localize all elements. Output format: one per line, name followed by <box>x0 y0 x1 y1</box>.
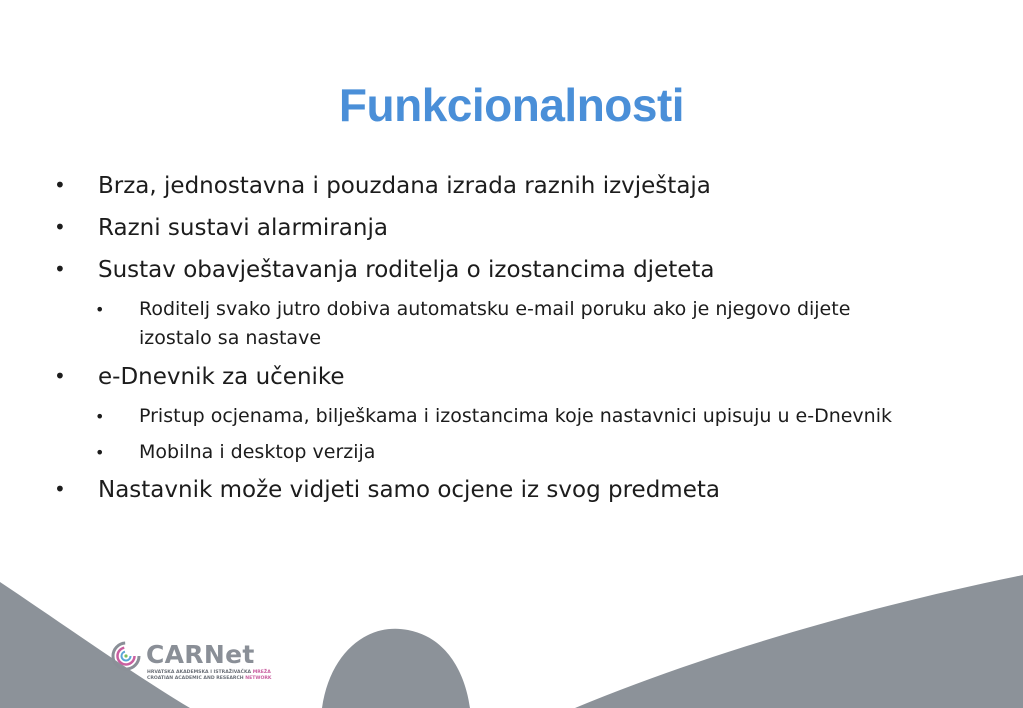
carnet-swirl-icon <box>110 640 142 672</box>
logo-subtitle-text: CROATIAN ACADEMIC AND RESEARCH <box>147 676 244 681</box>
sub-bullet-item <box>95 402 892 431</box>
bullet-dot: • <box>54 257 66 281</box>
logo-subtitle <box>147 670 297 682</box>
bullet-text: e-Dnevnik za učenike <box>98 364 345 390</box>
bullet-dot: • <box>95 407 105 426</box>
bullet-dot: • <box>54 215 66 239</box>
bottom-center-arc <box>322 629 470 708</box>
bullet-text: Pristup ocjenama, bilješkama i izostancima koje nastavnici upisuju u e-Dnevnik <box>139 405 892 427</box>
bullet-text: Roditelj svako jutro dobiva automatsku e-mail poruku ako je njegovo dijete <box>139 298 851 320</box>
logo-subtitle-accent: MREŽA <box>252 670 271 675</box>
bullet-item <box>54 215 388 241</box>
sub-bullet-continuation <box>139 324 321 353</box>
bullet-item <box>54 257 715 283</box>
bullet-dot: • <box>95 300 105 319</box>
slide-title: Funkcionalnosti <box>338 79 685 131</box>
bullet-text: Brza, jednostavna i pouzdana izrada raznih izvještaja <box>98 173 711 199</box>
bullet-text: Nastavnik može vidjeti samo ocjene iz svog predmeta <box>98 477 720 503</box>
bullet-item <box>54 364 345 390</box>
sub-bullet-item <box>95 438 376 467</box>
carnet-logo <box>110 636 270 686</box>
bullet-text: Razni sustavi alarmiranja <box>98 215 388 241</box>
bullet-item <box>54 173 711 199</box>
bullet-text: Sustav obavještavanja roditelja o izostancima djeteta <box>98 257 715 283</box>
logo-wordmark: CARNet <box>146 640 255 669</box>
sub-bullet-item <box>95 295 851 324</box>
bottom-right-wave <box>575 575 1023 708</box>
bullet-dot: • <box>54 173 66 197</box>
bullet-text: Mobilna i desktop verzija <box>139 441 376 463</box>
bullet-text: izostalo sa nastave <box>139 327 322 349</box>
logo-subtitle-accent: NETWORK <box>245 676 272 681</box>
bullet-item <box>54 477 720 503</box>
logo-subtitle-line-2 <box>147 676 297 682</box>
bullet-dot: • <box>54 477 66 501</box>
logo-subtitle-text: HRVATSKA AKADEMSKA I ISTRAŽIVAČKA <box>147 670 252 675</box>
bullet-dot: • <box>95 443 105 462</box>
bullet-dot: • <box>54 364 66 388</box>
